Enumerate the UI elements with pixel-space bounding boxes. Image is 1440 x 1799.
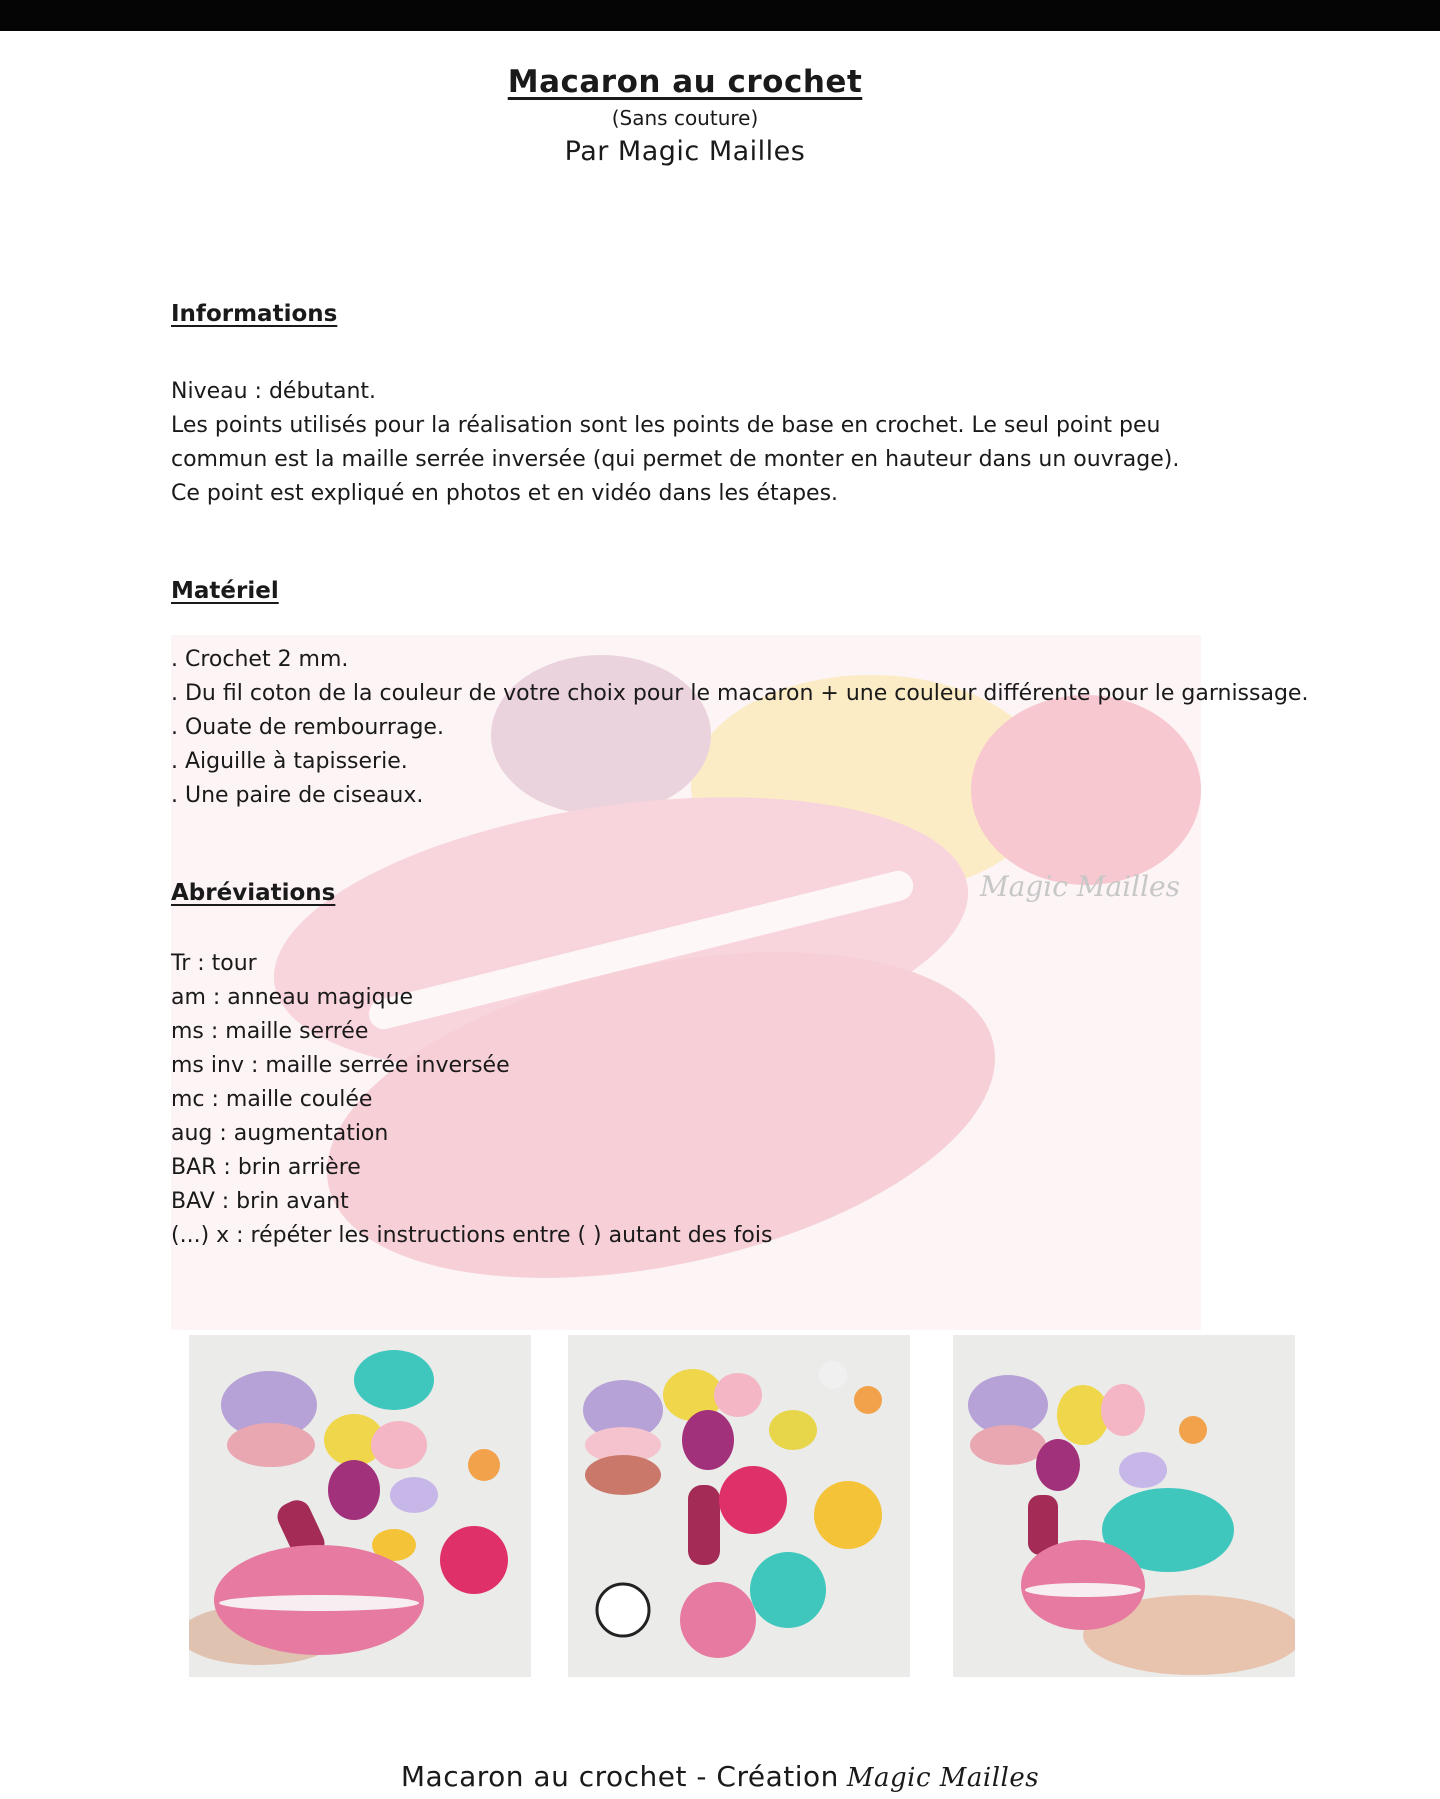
macaron-photo-2 — [568, 1335, 910, 1677]
macaron-photo-1 — [189, 1335, 531, 1677]
list-item: Tr : tour — [171, 951, 257, 976]
informations-line: Niveau : débutant. — [171, 379, 377, 404]
watermark-logo: Magic Mailles — [980, 870, 1180, 903]
list-item: . Du fil coton de la couleur de votre choix pour le macaron + une couleur différente pour le garnissage. — [171, 681, 1309, 706]
page-footer — [0, 1760, 1440, 1793]
list-item: aug : augmentation — [171, 1121, 389, 1146]
abreviations-list — [171, 947, 772, 1253]
macaron-photo-3-drawing — [953, 1335, 1295, 1677]
top-bar — [0, 0, 1440, 31]
list-item: mc : maille coulée — [171, 1087, 373, 1112]
document-subtitle: (Sans couture) — [611, 106, 759, 130]
list-item: am : anneau magique — [171, 985, 414, 1010]
list-item: . Crochet 2 mm. — [171, 647, 349, 672]
list-item: . Ouate de rembourrage. — [171, 715, 444, 740]
macaron-photo-3 — [953, 1335, 1295, 1677]
informations-line: commun est la maille serrée inversée (qui permet de monter en hauteur dans un ouvrage). — [171, 447, 1180, 472]
informations-line: Les points utilisés pour la réalisation sont les points de base en crochet. Le seul point peu — [171, 413, 1161, 438]
document-author: Par Magic Mailles — [564, 136, 806, 167]
informations-line: Ce point est expliqué en photos et en vidéo dans les étapes. — [171, 481, 839, 506]
list-item: BAV : brin avant — [171, 1189, 349, 1214]
macaron-photo-2-drawing — [568, 1335, 910, 1677]
footer-logo: Magic Mailles — [846, 1763, 1040, 1793]
list-item: ms : maille serrée — [171, 1019, 369, 1044]
list-item: BAR : brin arrière — [171, 1155, 361, 1180]
list-item: . Aiguille à tapisserie. — [171, 749, 408, 774]
informations-heading: Informations — [171, 301, 338, 327]
list-item: ms inv : maille serrée inversée — [171, 1053, 510, 1078]
title-block — [0, 64, 1370, 167]
informations-text — [171, 375, 1179, 511]
abreviations-heading: Abréviations — [171, 880, 336, 906]
list-item: . Une paire de ciseaux. — [171, 783, 424, 808]
document-title: Macaron au crochet — [507, 64, 863, 100]
macaron-photo-1-drawing — [189, 1335, 531, 1677]
footer-text: Macaron au crochet - Création — [400, 1760, 839, 1793]
list-item: (...) x : répéter les instructions entre ( ) autant des fois — [171, 1223, 773, 1248]
materiel-list — [171, 643, 1308, 813]
materiel-heading: Matériel — [171, 578, 279, 604]
